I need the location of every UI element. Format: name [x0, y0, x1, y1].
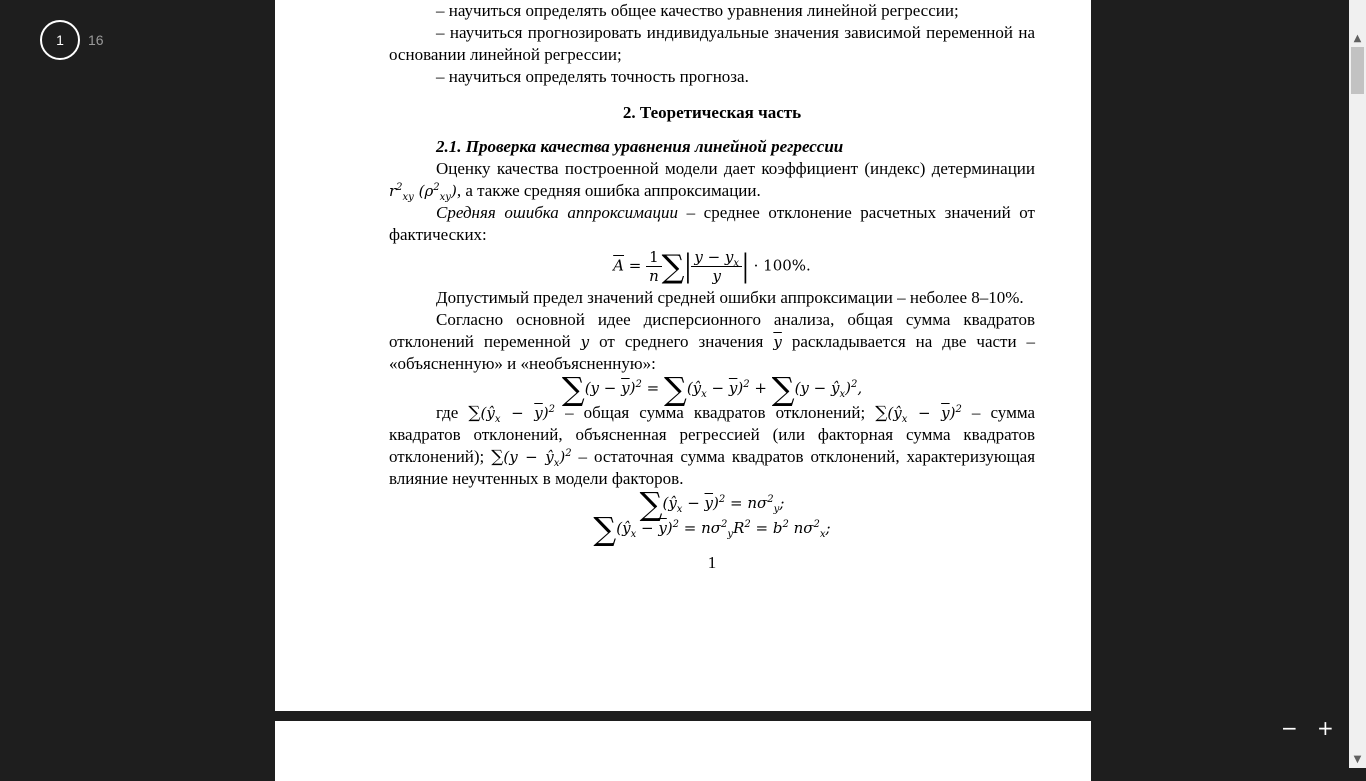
document-page	[275, 0, 1091, 711]
list-item: – научиться определять общее качество уравнения линейной регрессии;	[436, 1, 959, 20]
zoom-out-button[interactable]: −	[1281, 716, 1298, 740]
current-page-button[interactable]: 1	[40, 20, 80, 60]
paragraph-text: , а также средняя ошибка аппроксимации.	[456, 181, 761, 200]
paragraph-text: где	[436, 403, 459, 422]
subsection-title: 2.1. Проверка качества уравнения линейной регрессии	[436, 137, 844, 156]
formula-inline: $r^2_{xy}$ $(\rho^2_{xy})$	[389, 182, 457, 203]
paragraph	[389, 202, 1035, 246]
page-indicator	[40, 20, 104, 60]
paragraph-text: – сумма квадратов отклонений, объясненная регрессией (или факторная сумма квадратов отклонений);	[389, 403, 1036, 466]
page-content	[389, 0, 1035, 591]
paragraph	[389, 158, 1035, 202]
paragraph-text: от среднего значения	[599, 332, 764, 351]
paragraph: Допустимый предел значений средней ошибки аппроксимации – неболее 8–10%.	[436, 288, 1024, 307]
paragraph: где $\sum(ŷ_x - \overline{y})^2$ – общая сумма квадратов отклонений; $\sum(ŷ_x - \overline{y})^2$ – сумма квадратов отклонений, объясненная регрессией (или факторная сумма квадратов отклонений); $\sum(y - ŷ_x)^2$ – остаточная сумма квадратов отклонений, характеризующая влияние неучтенных в модели факторов.	[389, 403, 1036, 488]
paragraph-text: – среднее отклонение расчетных значений от фактических:	[389, 203, 1035, 244]
next-document-page	[275, 721, 1091, 781]
scroll-down-icon[interactable]: ▼	[1353, 754, 1362, 765]
list-item: – научиться прогнозировать индивидуальные значения зависимой переменной на основании линейной регрессии;	[389, 23, 1035, 64]
scroll-thumb[interactable]	[1351, 47, 1364, 94]
list-item: – научиться определять точность прогноза.	[436, 67, 749, 86]
vertical-scrollbar[interactable]	[1349, 0, 1366, 768]
scroll-up-icon[interactable]: ▲	[1353, 33, 1362, 44]
formula-factor-sum-b: $\sum(ŷ_x - \overline{y})^2 = n\sigma^2_yR^2 = b^2$ $n\sigma^2_x$;	[593, 510, 831, 548]
paragraph-text: раскладывается на две части – «объясненную» и «необъясненную»:	[389, 332, 1036, 373]
term: Средняя ошибка аппроксимации	[436, 203, 679, 222]
paragraph-text: – остаточная сумма квадратов отклонений, характеризующая влияние неучтенных в модели факторов.	[389, 447, 1036, 488]
total-pages: 16	[88, 32, 104, 48]
paragraph-text: – общая сумма квадратов отклонений;	[565, 403, 866, 422]
section-title: 2. Теоретическая часть	[622, 103, 802, 122]
page-number: 1	[707, 553, 717, 572]
formula-approx-error: $\overline{A}$ = $\frac{1}{n}$ ∑| $\frac{y - y_x}{y}$ | · 100%.	[613, 247, 811, 286]
formula-decomposition: $\sum(y - \overline{y})^2$ = $\sum(ŷ_x - \overline{y})^2 + \sum(y$ − $ŷ_x)^2$,	[561, 370, 863, 408]
formula-factor-sum: $\sum(ŷ_x - \overline{y})^2 = n\sigma^2_y$;	[639, 485, 785, 523]
paragraph-text: Оценку качества построенной модели дает коэффициент (индекс) детерминации	[436, 159, 1035, 178]
paragraph-text: Согласно основной идее дисперсионного анализа, общая сумма квадратов отклонений переменной	[389, 310, 1035, 351]
paragraph: Согласно основной идее дисперсионного анализа, общая сумма квадратов отклонений переменной y от среднего значения $\overline{y}$ раскладывается на две части – «объясненную» и «необъясненную»:	[389, 310, 1036, 373]
zoom-in-button[interactable]: +	[1317, 716, 1334, 740]
